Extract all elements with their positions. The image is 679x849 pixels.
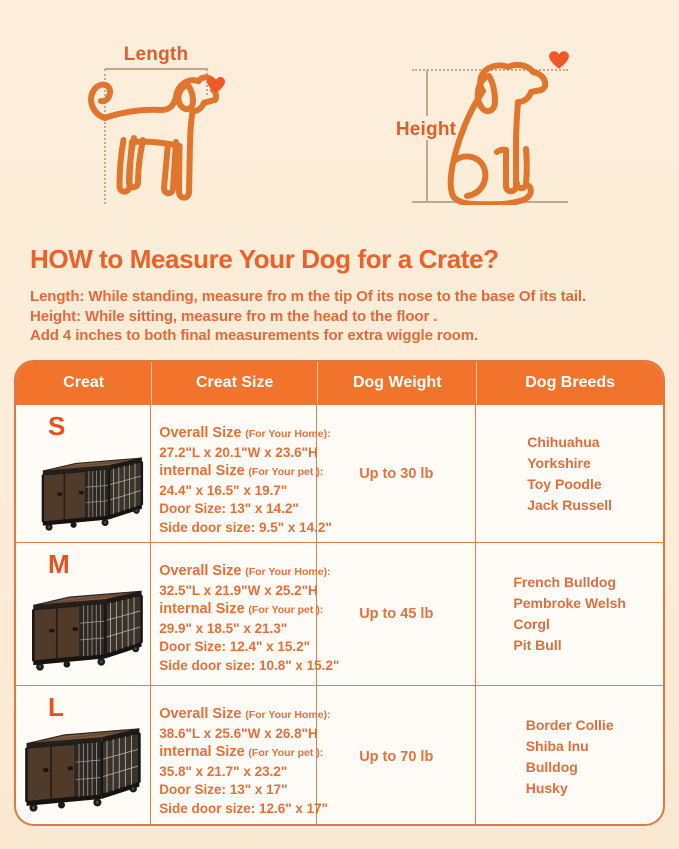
dog-haunch [454,156,485,196]
weight-value: Up to 45 lb [359,606,434,622]
internal-size-label: internal Size [159,463,245,480]
overall-size-note: (For Your Home): [245,709,331,721]
overall-size-value: 32.5"L x 21.9"W x 25.2"H [159,582,318,598]
internal-size-note: (For Your pet ): [248,604,324,617]
internal-size-label: internal Size [159,601,245,618]
dog-weight-cell [317,405,476,542]
crate-size-cell [151,405,332,542]
overall-size-label: Overall Size [159,425,242,441]
dog-breeds-cell [476,686,663,826]
weight-value: Up to 30 lb [359,465,434,482]
door-size-value: Door Size: 13" x 17" [159,782,288,798]
size-letter: M [48,549,70,579]
crate-cell [16,686,151,826]
overall-size-label: Overall Size [159,706,242,722]
intro-line-wiggle: Add 4 inches to both final measurements for extra wiggle room. [30,327,479,344]
dog-front-leg-2 [164,142,176,193]
dog-breeds-cell [476,405,663,542]
intro-line-height: Height: While sitting, measure fro m the head to the floor . [30,307,438,325]
overall-size-value: 38.6"L x 25.6"W x 26.8"H [159,725,318,741]
internal-size-value: 24.4" x 16.5" x 19.7" [159,482,288,498]
door-size-value: Door Size: 12.4" x 15.2" [159,639,311,655]
side-door-size-value: Side door size: 12.6" x 17" [159,800,329,816]
heart-icon [548,50,570,70]
side-door-size-value: Side door size: 10.8" x 15.2" [159,657,340,673]
dog-rear-leg-2 [129,138,143,187]
breed-item: Chihuahua [527,433,600,450]
internal-size-value: 29.9" x 18.5" x 21.3" [159,620,288,636]
breed-item: Husky [525,779,568,796]
crate-photo [38,445,146,531]
overall-size-value: 27.2"L x 20.1"W x 23.6"H [159,444,318,460]
overall-size-note: (For Your Home): [245,428,331,440]
size-table [14,360,665,826]
standing-dog-illustration [85,70,220,210]
internal-size-value: 35.8" x 21.7" x 23.2" [159,763,288,779]
table-row-s [16,404,663,542]
dog-ear [478,76,495,111]
breed-item: Jack Russell [527,496,613,513]
breed-item: Shiba lnu [525,737,589,754]
column-header-creat-size: Creat Size [151,362,317,404]
page-title: HOW to Measure Your Dog for a Crate? [30,244,499,274]
breed-item: French Bulldog [513,574,617,590]
size-letter: S [48,411,66,441]
dog-breeds-cell [476,543,663,685]
dog-head-and-chest [497,65,545,191]
dog-ear [178,86,193,110]
side-door-size-value: Side door size: 9.5" x 14.2" [159,519,332,535]
breed-item: Pembroke Welsh [513,595,626,611]
length-label: Length [123,44,189,65]
breed-item: Corgl [513,616,550,632]
intro-text [30,287,665,346]
column-header-dog-weight: Dog Weight [317,362,476,404]
breed-item: Yorkshire [527,454,591,471]
crate-photo [21,714,144,812]
table-row-l [16,685,663,826]
size-letter: L [48,692,64,722]
crate-cell [16,405,151,542]
crate-size-cell [151,686,331,826]
dog-weight-cell [317,543,476,685]
door-size-value: Door Size: 13" x 14.2" [159,501,299,517]
weight-value: Up to 70 lb [359,748,434,765]
crate-cell [16,543,151,685]
breed-item: Pit Bull [513,637,562,653]
table-header-row [16,362,663,404]
breed-item: Bulldog [525,758,578,775]
overall-size-note: (For Your Home): [245,566,331,578]
internal-size-note: (For Your pet ): [248,466,324,479]
height-label: Height [395,119,457,140]
dog-weight-cell [317,686,476,826]
crate-size-cell [151,543,340,685]
breed-item: Toy Poodle [527,475,602,492]
internal-size-label: internal Size [159,744,245,761]
overall-size-label: Overall Size [159,563,242,579]
intro-line-length: Length: While standing, measure fro m the tip Of its nose to the base Of its tail. [30,288,587,305]
dog-body [105,77,216,197]
internal-size-note: (For Your pet ): [248,747,324,760]
dog-tail [91,85,110,118]
heart-icon [206,76,226,94]
table-row-m [16,542,663,685]
column-header-dog-breeds: Dog Breeds [476,362,663,404]
breed-item: Border Collie [525,716,614,733]
sitting-dog-illustration [420,55,580,205]
crate-photo [28,577,146,671]
column-header-creat: Creat [63,374,105,391]
